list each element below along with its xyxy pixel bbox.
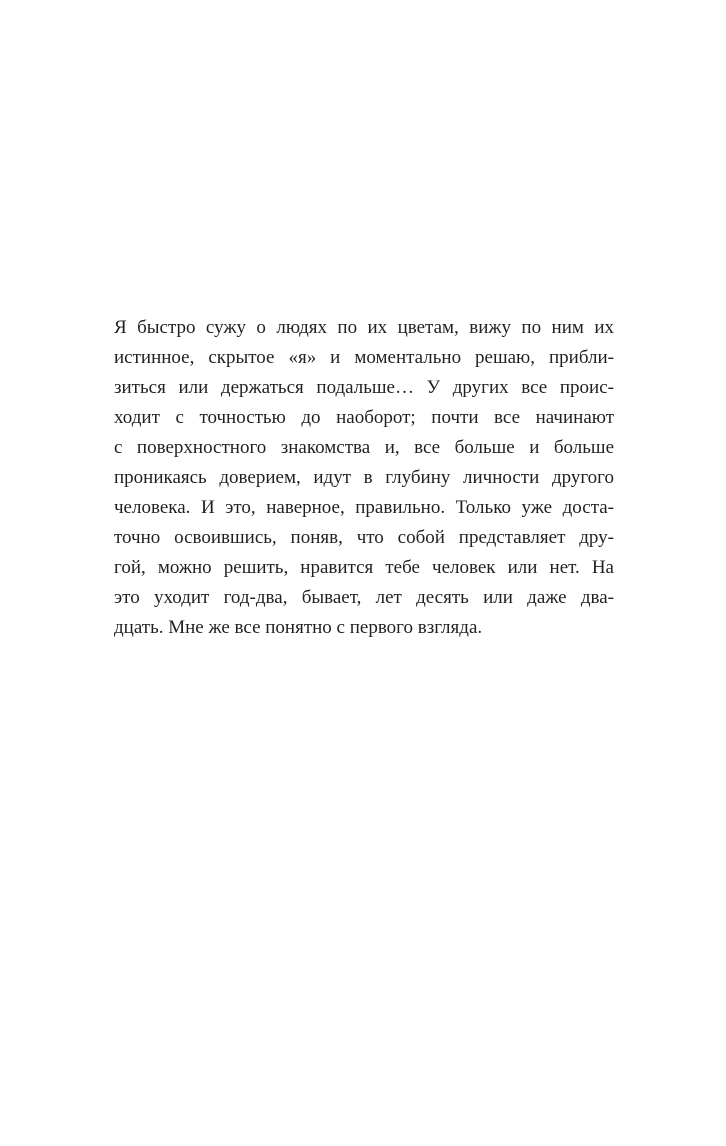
paragraph-line: дцать. Мне же все понятно с первого взгляда.	[114, 617, 483, 638]
paragraph-line: Я быстро сужу о людях по их цветам, вижу по ним их	[114, 317, 614, 338]
paragraph-line: точно освоившись, поняв, что собой представляет дру-	[114, 527, 614, 548]
paragraph-line: с поверхностного знакомства и, все больше и больше	[114, 437, 614, 458]
paragraph-line: человека. И это, наверное, правильно. Только уже доста-	[114, 497, 614, 518]
body-paragraph	[114, 313, 614, 643]
paragraph-line: зиться или держаться подальше… У других все проис-	[114, 377, 614, 398]
paragraph-line: ходит с точностью до наоборот; почти все начинают	[114, 407, 614, 428]
paragraph-line: это уходит год-два, бывает, лет десять или даже два-	[114, 587, 614, 608]
paragraph-line: истинное, скрытое «я» и моментально решаю, прибли-	[114, 347, 614, 368]
paragraph-line: проникаясь доверием, идут в глубину личности другого	[114, 467, 614, 488]
paragraph-line: гой, можно решить, нравится тебе человек или нет. На	[114, 557, 614, 578]
